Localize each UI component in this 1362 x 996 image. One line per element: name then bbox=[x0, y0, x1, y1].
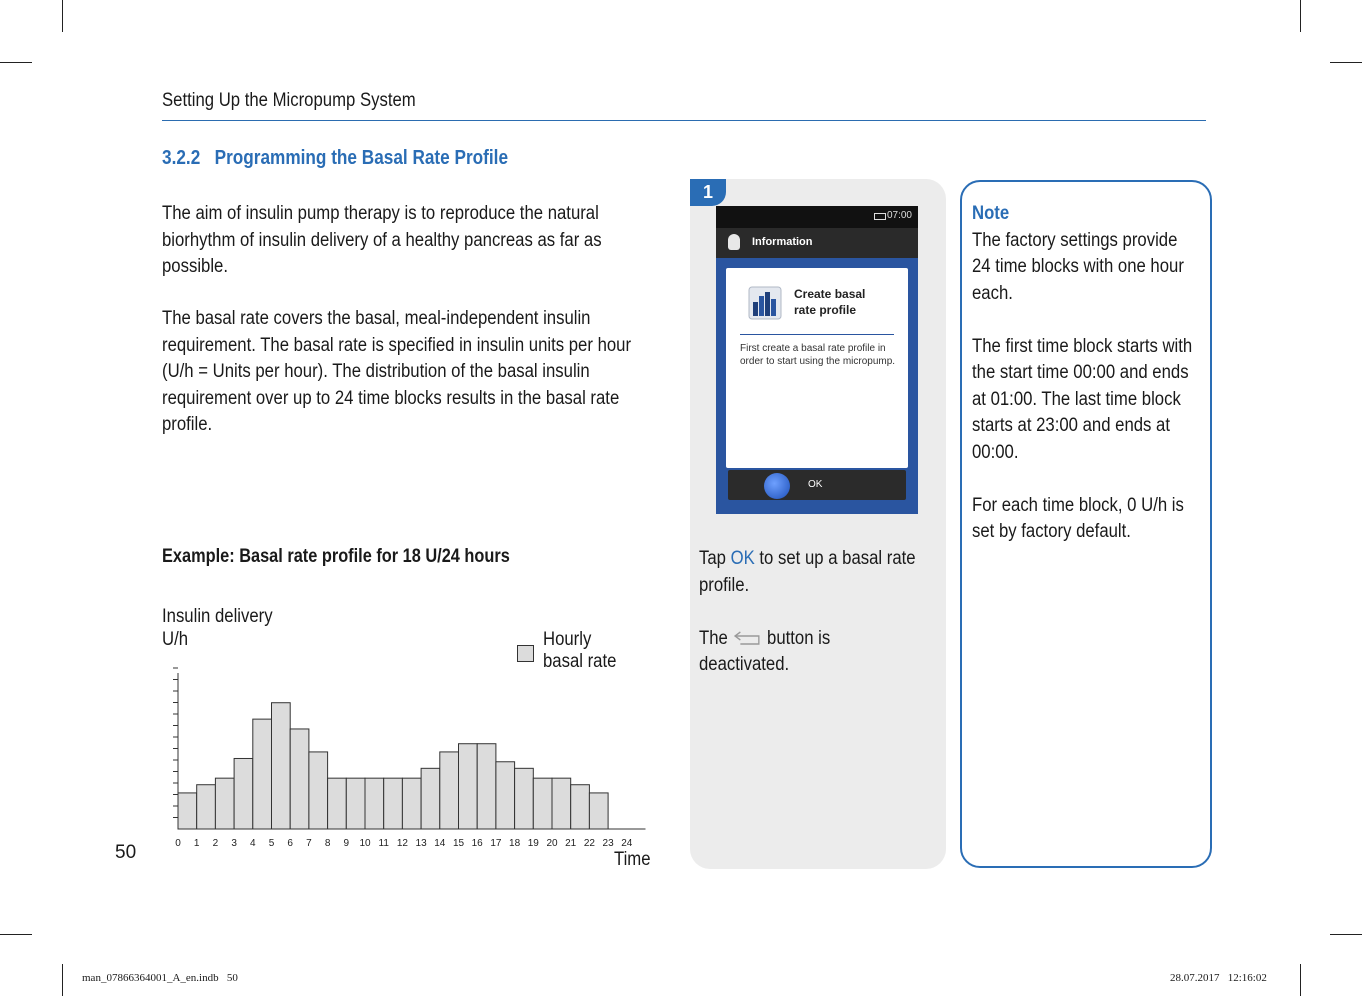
bar bbox=[178, 793, 197, 829]
battery-icon bbox=[874, 213, 886, 220]
crop-mark bbox=[0, 934, 32, 935]
crop-mark bbox=[1330, 934, 1362, 935]
x-tick-label: 13 bbox=[415, 838, 427, 849]
bar bbox=[477, 744, 496, 829]
x-tick-label: 4 bbox=[250, 838, 256, 849]
section-number: 3.2.2 bbox=[162, 147, 201, 169]
bar bbox=[459, 744, 478, 829]
example-title: Example: Basal rate profile for 18 U/24 hours bbox=[162, 546, 510, 567]
x-tick-label: 0 bbox=[175, 838, 181, 849]
bar bbox=[309, 752, 328, 829]
bar bbox=[496, 762, 515, 829]
bar bbox=[234, 758, 253, 829]
x-tick-label: 16 bbox=[471, 838, 483, 849]
x-tick-label: 18 bbox=[509, 838, 521, 849]
caption-text: to set up a basal rate profile. bbox=[699, 548, 916, 596]
caption-text: Tap bbox=[699, 548, 731, 569]
dialog-title bbox=[794, 286, 865, 318]
caption-text: button is deactivated. bbox=[699, 627, 831, 675]
crop-mark bbox=[1300, 0, 1301, 32]
x-tick-label: 7 bbox=[306, 838, 312, 849]
x-tick-label: 24 bbox=[621, 838, 633, 849]
running-header: Setting Up the Micropump System bbox=[162, 90, 416, 111]
dialog-divider bbox=[740, 334, 894, 335]
ok-highlight: OK bbox=[730, 548, 755, 569]
bar bbox=[197, 785, 216, 829]
device-screenshot bbox=[716, 206, 918, 514]
header-rule bbox=[162, 120, 1206, 121]
note-paragraph: For each time block, 0 U/h is set by factory default. bbox=[972, 494, 1184, 542]
x-tick-label: 3 bbox=[231, 838, 237, 849]
back-arrow-icon bbox=[732, 630, 762, 646]
bar bbox=[571, 785, 590, 829]
information-icon bbox=[728, 234, 740, 250]
x-tick-label: 22 bbox=[583, 838, 595, 849]
caption-line-tap bbox=[699, 546, 919, 599]
bar bbox=[533, 778, 552, 829]
bar bbox=[402, 778, 421, 829]
x-axis-label: Time bbox=[614, 849, 651, 870]
x-tick-label: 9 bbox=[343, 838, 350, 849]
x-tick-label: 20 bbox=[546, 838, 558, 849]
crop-mark bbox=[1300, 964, 1301, 996]
bar bbox=[440, 752, 459, 829]
dialog-title-line2: rate profile bbox=[794, 303, 857, 317]
bar bbox=[328, 778, 347, 829]
bar bbox=[515, 768, 534, 829]
page-number: 50 bbox=[115, 842, 137, 863]
bar bbox=[589, 793, 608, 829]
tap-indicator-icon bbox=[764, 473, 790, 499]
section-title: Programming the Basal Rate Profile bbox=[214, 147, 509, 169]
crop-mark bbox=[0, 62, 32, 63]
spacer bbox=[699, 599, 919, 626]
dialog-title-line1: Create basal bbox=[794, 287, 866, 301]
crop-mark bbox=[62, 0, 63, 32]
x-tick-label: 6 bbox=[287, 838, 293, 849]
bar bbox=[215, 778, 234, 829]
y-axis-label bbox=[162, 605, 273, 651]
dialog-area bbox=[716, 258, 918, 514]
bar bbox=[365, 778, 384, 829]
dialog-message: First create a basal rate profile in order to start using the micropump. bbox=[740, 343, 896, 367]
y-axis-label-line1: Insulin delivery bbox=[162, 606, 273, 627]
basal-rate-paragraph: The basal rate covers the basal, meal-independent insulin requirement. The basal rate is specified in insulin units per hour (U/h = Units per hour). The distribution of the basal insulin requirement over up to 24 time blocks results in the basal rate profile. bbox=[162, 308, 632, 435]
crop-mark bbox=[62, 964, 63, 996]
x-tick-label: 11 bbox=[378, 838, 389, 849]
info-dialog bbox=[726, 268, 908, 468]
step-caption bbox=[699, 546, 919, 679]
x-tick-label: 2 bbox=[212, 838, 219, 849]
ok-button[interactable] bbox=[728, 470, 906, 500]
legend-label-line2: basal rate bbox=[543, 651, 617, 672]
y-axis-label-line2: U/h bbox=[162, 629, 189, 650]
status-bar bbox=[716, 206, 918, 228]
x-tick-label: 5 bbox=[268, 838, 275, 849]
spacer bbox=[972, 466, 1196, 493]
x-tick-label: 14 bbox=[434, 838, 446, 849]
basal-rate-chart bbox=[160, 665, 660, 855]
info-header-title: Information bbox=[752, 236, 813, 248]
bar bbox=[272, 703, 291, 829]
basal-rate-profile-icon bbox=[748, 286, 782, 320]
x-tick-label: 10 bbox=[359, 838, 371, 849]
status-time: 07:00 bbox=[886, 210, 912, 221]
x-tick-label: 15 bbox=[452, 838, 465, 849]
ok-button-label: OK bbox=[808, 479, 823, 490]
caption-text: The bbox=[699, 627, 733, 649]
note-paragraph: The factory settings provide 24 time blocks with one hour each. bbox=[972, 229, 1184, 304]
note-paragraph: The first time block starts with the start time 00:00 and ends at 01:00. The last time block starts at 23:00 and ends at 00:00. bbox=[972, 335, 1193, 463]
bar bbox=[253, 719, 272, 829]
note-content bbox=[972, 201, 1196, 546]
legend-swatch bbox=[517, 645, 534, 662]
bar bbox=[384, 778, 403, 829]
bar bbox=[290, 729, 309, 829]
x-tick-label: 1 bbox=[193, 838, 200, 849]
print-slug-file: man_07866364001_A_en.indb 50 bbox=[82, 972, 238, 984]
spacer bbox=[972, 307, 1196, 334]
info-header bbox=[716, 228, 918, 258]
bar bbox=[346, 778, 365, 829]
crop-mark bbox=[1330, 62, 1362, 63]
x-tick-label: 12 bbox=[396, 838, 408, 849]
caption-line-back bbox=[699, 626, 919, 679]
note-title: Note bbox=[972, 203, 1010, 224]
legend-label-line1: Hourly bbox=[543, 629, 592, 650]
print-slug-date: 28.07.2017 12:16:02 bbox=[1170, 972, 1267, 984]
x-tick-label: 17 bbox=[490, 838, 502, 849]
intro-paragraph: The aim of insulin pump therapy is to reproduce the natural biorhythm of insulin delivery of a healthy pancreas as far as possible. bbox=[162, 203, 602, 277]
section-heading bbox=[162, 147, 508, 170]
bar bbox=[552, 778, 571, 829]
x-tick-label: 8 bbox=[324, 838, 331, 849]
x-tick-label: 19 bbox=[527, 838, 539, 849]
x-tick-label: 21 bbox=[565, 838, 577, 849]
bar bbox=[421, 768, 440, 829]
x-tick-label: 23 bbox=[602, 838, 614, 849]
step-number-badge: 1 bbox=[690, 179, 726, 206]
